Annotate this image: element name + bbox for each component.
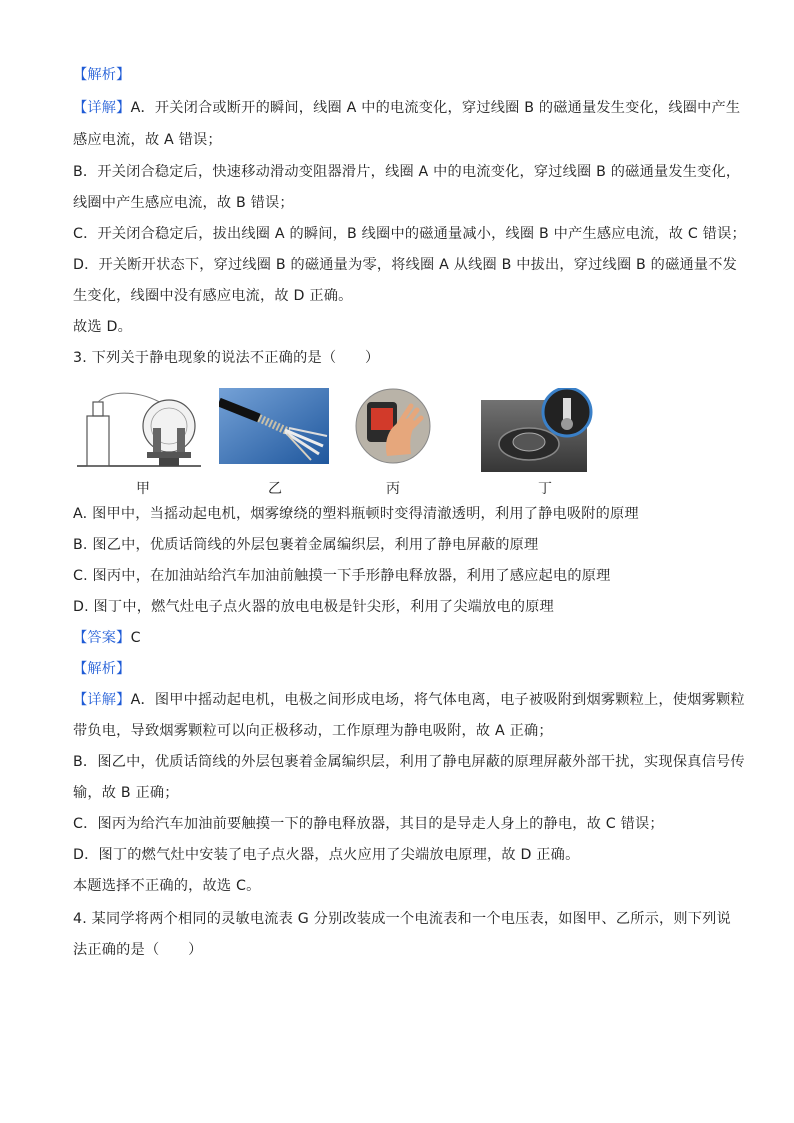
option-b: B. 图乙中，优质话筒线的外层包裹着金属编织层，利用了静电屏蔽的原理 xyxy=(73,537,539,553)
figure-jia-electrostatic-machine xyxy=(73,388,203,470)
detail-tag: 【详解】 xyxy=(73,100,131,116)
paragraph-line: D．开关断开状态下，穿过线圈 B 的磁通量为零，将线圈 A 从线圈 B 中拔出，穿过线圈 B 的磁通量不发 xyxy=(73,257,738,273)
paragraph-line: 【详解】A．图甲中摇动起电机，电极之间形成电场，将气体电离，电子被吸附到烟雾颗粒上，使烟雾颗粒 xyxy=(73,692,745,708)
question-stem: 4. 某同学将两个相同的灵敏电流表 G 分别改装成一个电流表和一个电压表，如图甲、乙所示，则下列说 xyxy=(73,911,731,927)
analysis-tag: 【解析】 xyxy=(73,661,131,677)
paragraph-line: 生变化，线圈中没有感应电流，故 D 正确。 xyxy=(73,288,353,304)
paragraph-line: B．图乙中，优质话筒线的外层包裹着金属编织层，利用了静电屏蔽的原理屏蔽外部干扰，实现保真信号传 xyxy=(73,754,745,770)
figure-caption-ding: 丁 xyxy=(538,481,552,497)
paragraph-line: 【详解】A．开关闭合或断开的瞬间，线圈 A 中的电流变化，穿过线圈 B 的磁通量发生变化，线圈中产生 xyxy=(73,100,741,116)
paragraph-line: B．开关闭合稳定后，快速移动滑动变阻器滑片，线圈 A 中的电流变化，穿过线圈 B 的磁通量发生变化， xyxy=(73,164,741,180)
answer-tag: 【答案】 xyxy=(73,630,131,646)
answer-value: C xyxy=(130,630,141,646)
figure-ding-gas-stove-igniter xyxy=(481,388,593,474)
paragraph-line: C．开关闭合稳定后，拔出线圈 A 的瞬间，B 线圈中的磁通量减小，线圈 B 中产生感应电流，故 C 错误； xyxy=(73,226,746,242)
option-c: C. 图丙中，在加油站给汽车加油前触摸一下手形静电释放器，利用了感应起电的原理 xyxy=(73,568,611,584)
question-stem: 3. 下列关于静电现象的说法不正确的是（ ） xyxy=(73,350,380,366)
answer-line xyxy=(73,628,141,648)
paragraph-line: 输，故 B 正确； xyxy=(73,785,179,801)
paragraph-line: 带负电，导致烟雾颗粒可以向正极移动，工作原理为静电吸附，故 A 正确； xyxy=(73,723,553,739)
paragraph-line: D．图丁的燃气灶中安装了电子点火器，点火应用了尖端放电原理，故 D 正确。 xyxy=(73,847,580,863)
paragraph-line: 线圈中产生感应电流，故 B 错误； xyxy=(73,195,294,211)
analysis-tag: 【解析】 xyxy=(73,67,131,83)
paragraph-line: 故选 D。 xyxy=(73,319,132,335)
paragraph-line: 感应电流，故 A 错误； xyxy=(73,132,222,148)
figure-caption-jia: 甲 xyxy=(136,481,150,497)
figure-caption-yi: 乙 xyxy=(268,481,282,497)
figure-row xyxy=(73,388,593,498)
detail-tag: 【详解】 xyxy=(73,692,131,708)
paragraph-line: 本题选择不正确的，故选 C。 xyxy=(73,878,261,894)
figure-caption-bing: 丙 xyxy=(386,481,400,497)
option-a: A. 图甲中，当摇动起电机，烟雾缭绕的塑料瓶顿时变得清澈透明，利用了静电吸附的原理 xyxy=(73,506,639,522)
option-d: D. 图丁中，燃气灶电子点火器的放电电极是针尖形，利用了尖端放电的原理 xyxy=(73,599,554,615)
paragraph-line: C．图丙为给汽车加油前要触摸一下的静电释放器，其目的是导走人身上的静电，故 C 错误； xyxy=(73,816,664,832)
question-stem-continued: 法正确的是（ ） xyxy=(73,942,203,958)
figure-bing-static-discharger xyxy=(353,388,433,464)
figure-yi-shielded-cable xyxy=(219,388,329,464)
